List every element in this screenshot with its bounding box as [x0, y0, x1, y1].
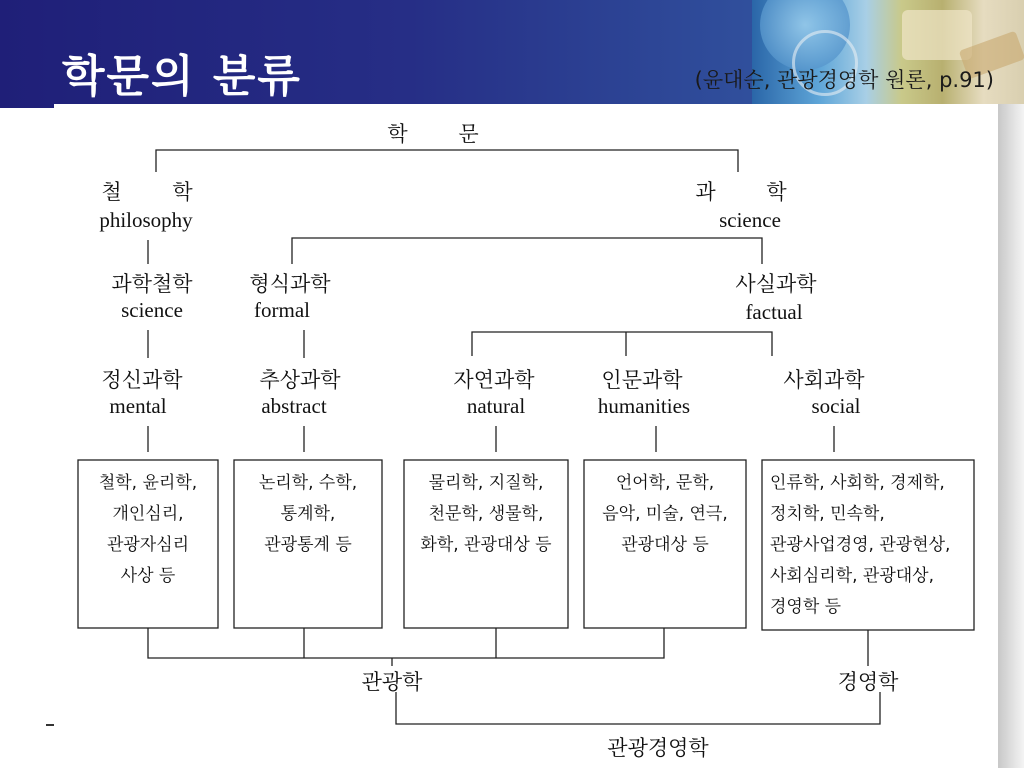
node-formal-ko: 형식과학: [249, 272, 331, 296]
left-margin: [0, 108, 52, 768]
node-science-en: science: [719, 208, 781, 232]
slide-marker: [46, 724, 54, 726]
box-humanities-text: 언어학, 문학, 음악, 미술, 연극, 관광대상 등: [602, 473, 728, 555]
connector-tourism-management: [396, 692, 880, 724]
node-philosophy-ko: 철 학: [101, 180, 215, 204]
node-tourism: 관광학: [361, 670, 423, 694]
node-science-philosophy-ko: 과학철학: [111, 272, 193, 296]
node-natural-en: natural: [466, 394, 526, 418]
node-science-philosophy-en: science: [121, 298, 183, 322]
node-abstract-ko: 추상과학: [259, 368, 341, 392]
title-banner: [0, 0, 1024, 108]
connector-tourism: [148, 628, 664, 658]
page-title: 학문의 분류: [62, 51, 302, 102]
node-natural-ko: 자연과학: [453, 368, 535, 392]
box-mental-text: 철학, 윤리학, 개인심리, 관광자심리 사상 등: [98, 473, 198, 586]
node-root: 학 문: [387, 122, 501, 146]
node-humanities-en: humanities: [597, 394, 691, 418]
panel-shadow-edge: [998, 104, 1024, 768]
box-social-text: 인류학, 사회학, 경제학, 정치학, 민속학, 관광사업경영, 관광현상, 사회심리학, 관광대상, 경영학 등: [770, 473, 951, 617]
node-mental-en: mental: [109, 394, 167, 418]
node-philosophy-en: philosophy: [99, 208, 193, 232]
node-humanities-ko: 인문과학: [601, 368, 683, 392]
node-formal-en: formal: [254, 298, 310, 322]
box-natural-text: 물리학, 지질학, 천문학, 생물학, 화학, 관광대상 등: [420, 473, 552, 555]
node-management: 경영학: [837, 670, 899, 694]
node-factual-ko: 사실과학: [735, 272, 817, 296]
connector-root: [156, 150, 738, 172]
source-citation: (윤대순, 관광경영학 원론, p.91): [694, 68, 994, 92]
box-abstract-text: 논리학, 수학, 통계학, 관광통계 등: [258, 473, 358, 555]
node-social-ko: 사회과학: [783, 368, 865, 392]
node-social-en: social: [811, 394, 861, 418]
classification-diagram: [54, 104, 998, 760]
node-mental-ko: 정신과학: [101, 368, 183, 392]
node-factual-en: factual: [745, 300, 803, 324]
node-tourism-management: 관광경영학: [607, 736, 709, 760]
node-abstract-en: abstract: [261, 394, 327, 418]
node-science-ko: 과 학: [695, 180, 809, 204]
connector-factual: [472, 332, 772, 356]
connector-science: [292, 238, 762, 264]
